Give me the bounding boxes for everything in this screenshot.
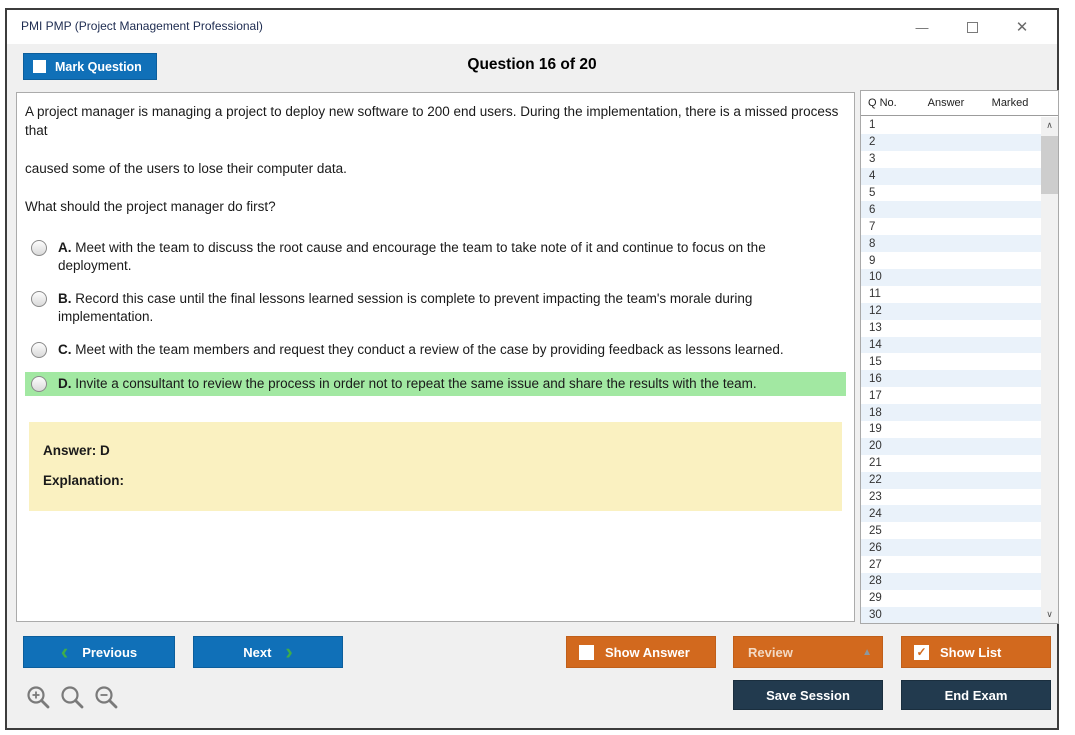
show-list-label: Show List [940, 644, 1002, 660]
question-list-row[interactable] [861, 421, 1041, 438]
question-list-row[interactable] [861, 556, 1041, 573]
column-answer: Answer [927, 97, 965, 109]
question-list-row[interactable] [861, 218, 1041, 235]
question-list-row[interactable] [861, 252, 1041, 269]
option-text: D. Invite a consultant to review the process in order not to repeat the same issue and share the results with the team. [58, 375, 757, 391]
question-list-row[interactable] [861, 607, 1041, 623]
row-qno: 8 [869, 237, 876, 250]
row-qno: 10 [869, 271, 882, 284]
radio-button-icon[interactable] [31, 342, 47, 358]
answer-explanation-box [29, 422, 842, 511]
row-qno: 28 [869, 575, 882, 588]
row-qno: 30 [869, 609, 882, 622]
zoom-toolbar [25, 684, 120, 711]
options-list [25, 236, 846, 396]
question-list-row[interactable] [861, 472, 1041, 489]
scroll-up-icon[interactable]: ∧ [1046, 120, 1053, 130]
question-list-row[interactable] [861, 455, 1041, 472]
question-list-row[interactable] [861, 489, 1041, 506]
maximize-button[interactable] [947, 12, 997, 42]
scroll-down-icon[interactable]: ∨ [1046, 609, 1053, 619]
next-label: Next [243, 644, 272, 660]
row-qno: 9 [869, 254, 876, 267]
row-qno: 2 [869, 136, 876, 149]
window-title: PMI PMP (Project Management Professional) [21, 19, 263, 33]
row-qno: 6 [869, 203, 876, 216]
row-qno: 13 [869, 322, 882, 335]
previous-button[interactable] [23, 636, 175, 668]
question-list-row[interactable] [861, 286, 1041, 303]
row-qno: 20 [869, 440, 882, 453]
row-qno: 4 [869, 170, 876, 183]
row-qno: 23 [869, 491, 882, 504]
question-list-row[interactable] [861, 573, 1041, 590]
close-button[interactable] [997, 12, 1047, 42]
show-list-checkbox[interactable]: ✓ [914, 645, 929, 660]
row-qno: 29 [869, 592, 882, 605]
question-list-row[interactable] [861, 539, 1041, 556]
minimize-button[interactable] [897, 12, 947, 42]
row-qno: 17 [869, 389, 882, 402]
option-text: A. Meet with the team to discuss the root cause and encourage the team to take note of it and continue to focus on the deployment. [58, 239, 766, 273]
question-list-row[interactable] [861, 404, 1041, 421]
question-list-row[interactable] [861, 168, 1041, 185]
previous-label: Previous [82, 644, 138, 660]
question-list-row[interactable] [861, 185, 1041, 202]
zoom-reset-icon[interactable] [59, 684, 86, 711]
question-panel [16, 92, 855, 622]
row-qno: 3 [869, 153, 876, 166]
chevron-left-icon: ‹ [60, 639, 69, 664]
zoom-out-icon[interactable] [93, 684, 120, 711]
option-text: C. Meet with the team members and request they conduct a review of the case by providing feedback as lessons learned. [58, 342, 784, 358]
question-list-row[interactable] [861, 337, 1041, 354]
show-list-button[interactable] [901, 636, 1051, 668]
review-dropdown[interactable] [733, 636, 883, 668]
minimize-icon: — [915, 19, 929, 35]
question-list-row[interactable] [861, 505, 1041, 522]
question-list-scrollbar[interactable] [1041, 117, 1058, 623]
row-qno: 12 [869, 305, 882, 318]
row-qno: 15 [869, 355, 882, 368]
question-list-row[interactable] [861, 370, 1041, 387]
row-qno: 19 [869, 423, 882, 436]
row-qno: 16 [869, 372, 882, 385]
show-answer-label: Show Answer [605, 644, 690, 660]
question-list-row[interactable] [861, 201, 1041, 218]
answer-option[interactable] [25, 236, 846, 278]
row-qno: 18 [869, 406, 882, 419]
chevron-up-icon: ▲ [862, 646, 872, 658]
zoom-in-icon[interactable] [25, 684, 52, 711]
title-bar [7, 10, 1057, 44]
close-icon: ✕ [1015, 19, 1029, 36]
review-label: Review [748, 644, 793, 660]
answer-option[interactable] [25, 338, 846, 362]
row-qno: 27 [869, 558, 882, 571]
explanation-label: Explanation: [43, 472, 125, 488]
save-session-label: Save Session [766, 687, 850, 703]
chevron-right-icon: › [285, 639, 293, 664]
show-answer-checkbox[interactable] [579, 645, 594, 660]
next-button[interactable] [193, 636, 343, 668]
row-qno: 21 [869, 457, 882, 470]
mark-question-label: Mark Question [55, 59, 142, 74]
option-text: B. Record this case until the final lessons learned session is complete to prevent impacting the team's morale during implementation. [58, 291, 753, 325]
question-list-row[interactable] [861, 320, 1041, 337]
question-list-row[interactable] [861, 134, 1041, 151]
end-exam-button[interactable] [901, 680, 1051, 710]
question-text [25, 103, 846, 217]
question-paragraph: What should the project manager do first? [25, 198, 276, 214]
answer-option[interactable] [25, 287, 846, 329]
question-counter: Question 16 of 20 [467, 56, 597, 73]
question-paragraph: A project manager is managing a project to deploy new software to 200 end users. During the implementation, there is a missed process that [25, 104, 839, 138]
row-qno: 11 [869, 288, 881, 301]
row-qno: 25 [869, 524, 882, 537]
question-list-panel [860, 90, 1059, 624]
question-list-row[interactable] [861, 353, 1041, 370]
radio-button-icon[interactable] [31, 376, 47, 392]
row-qno: 26 [869, 541, 882, 554]
column-marked: Marked [991, 97, 1029, 109]
row-qno: 5 [869, 187, 876, 199]
question-list-row[interactable] [861, 590, 1041, 607]
column-qno: Q No. [868, 97, 897, 109]
question-list-header [861, 91, 1058, 116]
main-content [7, 44, 1057, 728]
question-list-row[interactable] [861, 235, 1041, 252]
question-list-row[interactable] [861, 438, 1041, 455]
answer-option[interactable] [25, 372, 846, 396]
end-exam-label: End Exam [944, 687, 1008, 703]
row-qno: 14 [869, 339, 882, 352]
question-paragraph: caused some of the users to lose their computer data. [25, 160, 347, 176]
row-qno: 1 [869, 119, 876, 132]
question-list-row[interactable] [861, 387, 1041, 404]
show-answer-button[interactable] [566, 636, 716, 668]
row-qno: 7 [869, 220, 876, 233]
answer-label: Answer: D [43, 442, 110, 458]
radio-button-icon[interactable] [31, 240, 47, 256]
maximize-icon [967, 22, 978, 33]
scrollbar-thumb[interactable] [1041, 136, 1058, 194]
question-list-row[interactable] [861, 303, 1041, 320]
window-controls [897, 10, 1047, 44]
radio-button-icon[interactable] [31, 291, 47, 307]
question-list-row[interactable] [861, 117, 1041, 134]
question-list-row[interactable] [861, 269, 1041, 286]
save-session-button[interactable] [733, 680, 883, 710]
app-window [5, 8, 1059, 730]
question-list-row[interactable] [861, 522, 1041, 539]
question-list-body [861, 117, 1041, 623]
row-qno: 24 [869, 507, 882, 520]
question-list-row[interactable] [861, 151, 1041, 168]
row-qno: 22 [869, 474, 882, 487]
